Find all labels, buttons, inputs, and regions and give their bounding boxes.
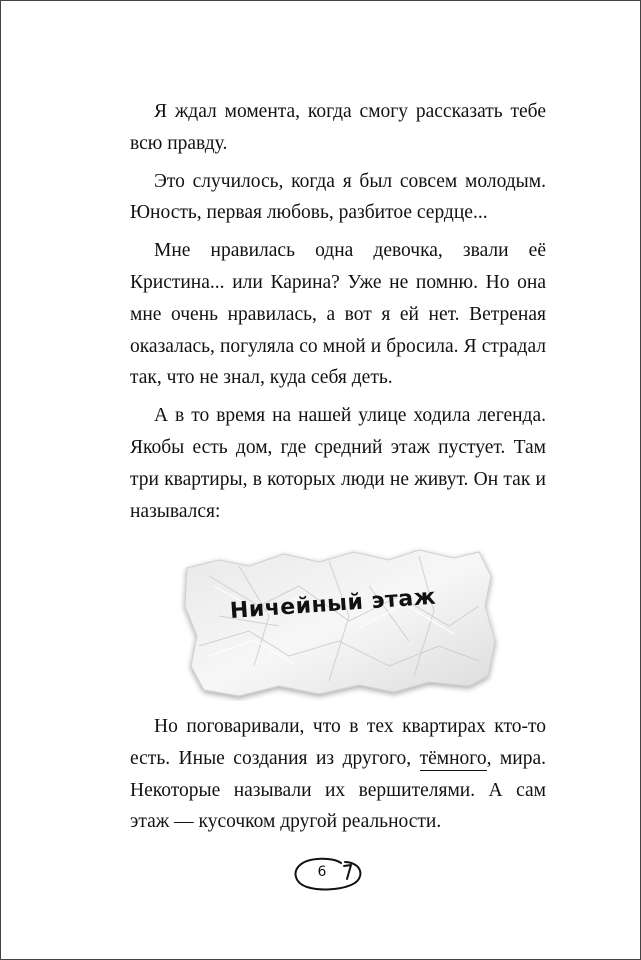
paragraph-5-end: , мира. Некоторые называли их вершителями. А сам этаж — кусочком другой реальности. (130, 747, 546, 833)
upper-text-block (130, 96, 546, 527)
paragraph-4: А в то время на нашей улице ходила легенда. Якобы есть дом, где средний этаж пустует. Там три квартиры, в которых люди не живут. Он так и назывался: (130, 405, 546, 522)
hand-drawn-circle-icon (291, 853, 371, 897)
paragraph-1: Я ждал момента, когда смогу рассказать тебе всю правду. (130, 101, 546, 154)
page-number: 6 (317, 864, 327, 880)
crumpled-paper-image (179, 546, 501, 701)
stamp-label: Ничейный этаж (229, 584, 437, 624)
paragraph-2: Это случилось, когда я был совсем молодым. Юность, первая любовь, разбитое сердце... (130, 170, 546, 224)
paragraph-5-start: Но поговаривали, что в тех квартирах кто-то есть. Иные создания из другого, (130, 716, 546, 769)
paragraph-5 (130, 711, 546, 838)
page-number-badge (291, 853, 371, 897)
underlined-word: тёмного (419, 747, 487, 769)
paragraph-3: Мне нравилась одна девочка, звали её Кристина... или Карина? Уже не помню. Но она мне очень нравилась, а вот я ей нет. Ветреная оказалась, погуляла со мной и бросила. Я страдал так, что не знал, куда себя деть. (130, 240, 546, 389)
lower-text-block (130, 711, 546, 838)
